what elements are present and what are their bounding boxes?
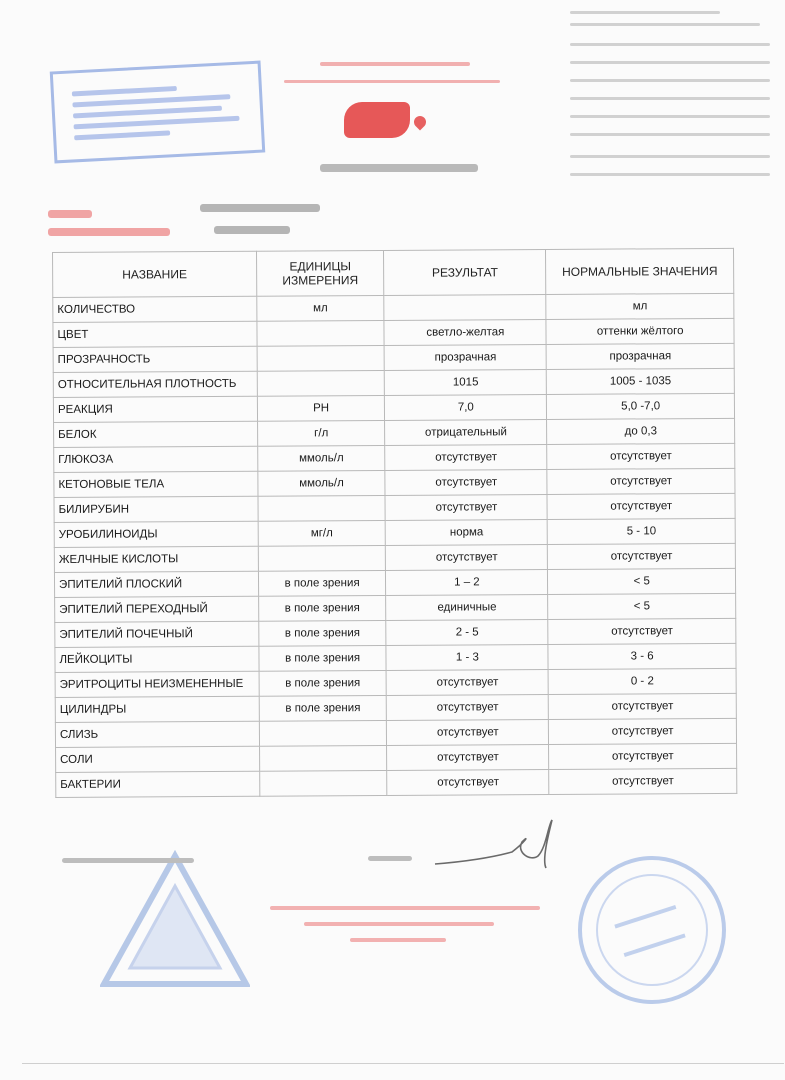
row-unit: [257, 320, 385, 346]
row-unit: в поле зрения: [259, 645, 387, 671]
clinic-subtitle-blur: [284, 80, 500, 83]
row-unit: в поле зрения: [259, 695, 387, 721]
corner-form: [570, 5, 775, 183]
row-norm: отсутствует: [547, 468, 735, 494]
row-name: ЛЕЙКОЦИТЫ: [55, 646, 259, 672]
row-name: ЭПИТЕЛИЙ ПОЧЕЧНЫЙ: [55, 621, 259, 647]
row-result: отсутствует: [387, 719, 549, 745]
header-result: РЕЗУЛЬТАТ: [384, 249, 546, 295]
row-name: КЕТОНОВЫЕ ТЕЛА: [54, 471, 258, 497]
row-unit: в поле зрения: [258, 570, 386, 596]
row-name: ЖЕЛЧНЫЕ КИСЛОТЫ: [54, 546, 258, 572]
row-norm: 1005 - 1035: [547, 368, 735, 394]
row-norm: оттенки жёлтого: [546, 318, 734, 344]
row-norm: отсутствует: [547, 443, 735, 469]
row-name: ЭПИТЕЛИЙ ПЕРЕХОДНЫЙ: [55, 596, 259, 622]
row-result: единичные: [386, 594, 548, 620]
row-norm: 5,0 -7,0: [547, 393, 735, 419]
row-unit: [258, 495, 386, 521]
row-result: 1 – 2: [386, 569, 548, 595]
row-result: 7,0: [385, 394, 547, 420]
row-result: отсутствует: [387, 769, 549, 795]
page-edge: [22, 1063, 784, 1064]
results-table: [52, 248, 737, 798]
row-unit: ммоль/л: [258, 470, 386, 496]
row-norm: отсутствует: [549, 768, 737, 794]
row-unit: [257, 370, 385, 396]
row-unit: г/л: [257, 420, 385, 446]
row-name: БАКТЕРИИ: [56, 771, 260, 797]
row-result: отсутствует: [385, 494, 547, 520]
signature-label-blur: [368, 856, 412, 861]
row-norm: отсутствует: [547, 493, 735, 519]
row-result: отсутствует: [385, 469, 547, 495]
row-name: РЕАКЦИЯ: [53, 396, 257, 422]
table-row: [56, 768, 737, 797]
row-name: КОЛИЧЕСТВО: [53, 296, 257, 322]
row-norm: до 0,3: [547, 418, 735, 444]
birthdate-label: [48, 228, 170, 236]
row-result: отрицательный: [385, 419, 547, 445]
row-name: ПРОЗРАЧНОСТЬ: [53, 346, 257, 372]
row-result: отсутствует: [386, 669, 548, 695]
row-norm: отсутствует: [549, 693, 737, 719]
row-name: ЭПИТЕЛИЙ ПЛОСКИЙ: [54, 571, 258, 597]
row-unit: [257, 345, 385, 371]
row-name: УРОБИЛИНОИДЫ: [54, 521, 258, 547]
row-name: ЦИЛИНДРЫ: [55, 696, 259, 722]
row-name: ЦВЕТ: [53, 321, 257, 347]
document-title-blur: [320, 164, 478, 172]
row-unit: ммоль/л: [258, 445, 386, 471]
row-result: светло-желтая: [384, 319, 546, 345]
patient-name-label: [48, 210, 92, 218]
row-norm: мл: [546, 293, 734, 319]
row-result: отсутствует: [386, 544, 548, 570]
row-result: отсутствует: [385, 444, 547, 470]
row-unit: [258, 545, 386, 571]
row-unit: [260, 770, 388, 796]
round-stamp: [578, 856, 726, 1004]
row-unit: [259, 745, 387, 771]
date-blur: [62, 858, 194, 863]
row-norm: прозрачная: [546, 343, 734, 369]
row-result: 1 - 3: [386, 644, 548, 670]
row-norm: отсутствует: [548, 543, 736, 569]
row-unit: мл: [257, 295, 385, 321]
row-unit: [259, 720, 387, 746]
row-name: ГЛЮКОЗА: [54, 446, 258, 472]
row-norm: < 5: [548, 593, 736, 619]
row-norm: < 5: [548, 568, 736, 594]
table-header-row: [53, 248, 734, 297]
row-name: СОЛИ: [56, 746, 260, 772]
row-unit: в поле зрения: [259, 670, 387, 696]
triangle-stamp: [100, 850, 250, 990]
row-name: СЛИЗЬ: [55, 721, 259, 747]
row-unit: в поле зрения: [259, 620, 387, 646]
footer-address-blur: [270, 906, 540, 910]
row-result: [384, 294, 546, 320]
row-norm: 0 - 2: [548, 668, 736, 694]
row-result: прозрачная: [384, 344, 546, 370]
row-result: 2 - 5: [386, 619, 548, 645]
row-name: БЕЛОК: [54, 421, 258, 447]
birthdate-value: [214, 226, 290, 234]
row-result: 1015: [385, 369, 547, 395]
row-result: отсутствует: [387, 694, 549, 720]
patient-name-value: [200, 204, 320, 212]
footer-phone-blur: [304, 922, 494, 926]
row-norm: 3 - 6: [548, 643, 736, 669]
row-norm: отсутствует: [549, 743, 737, 769]
clinic-logo: [344, 102, 410, 138]
clinic-name-blur: [320, 62, 470, 66]
row-norm: отсутствует: [548, 618, 736, 644]
row-unit: в поле зрения: [258, 595, 386, 621]
signature: [430, 812, 560, 882]
header-name: НАЗВАНИЕ: [53, 251, 257, 297]
row-norm: 5 - 10: [548, 518, 736, 544]
header-units: ЕДИНИЦЫ ИЗМЕРЕНИЯ: [256, 250, 384, 296]
row-name: ЭРИТРОЦИТЫ НЕИЗМЕНЕННЫЕ: [55, 671, 259, 697]
logo-drop-icon: [412, 114, 429, 131]
row-norm: отсутствует: [549, 718, 737, 744]
row-name: ОТНОСИТЕЛЬНАЯ ПЛОТНОСТЬ: [53, 371, 257, 397]
row-unit: мг/л: [258, 520, 386, 546]
row-unit: PH: [257, 395, 385, 421]
row-result: отсутствует: [387, 744, 549, 770]
clinic-stamp: [50, 61, 266, 164]
footer-site-blur: [350, 938, 446, 942]
row-result: норма: [385, 519, 547, 545]
header-norm: НОРМАЛЬНЫЕ ЗНАЧЕНИЯ: [546, 248, 734, 294]
row-name: БИЛИРУБИН: [54, 496, 258, 522]
